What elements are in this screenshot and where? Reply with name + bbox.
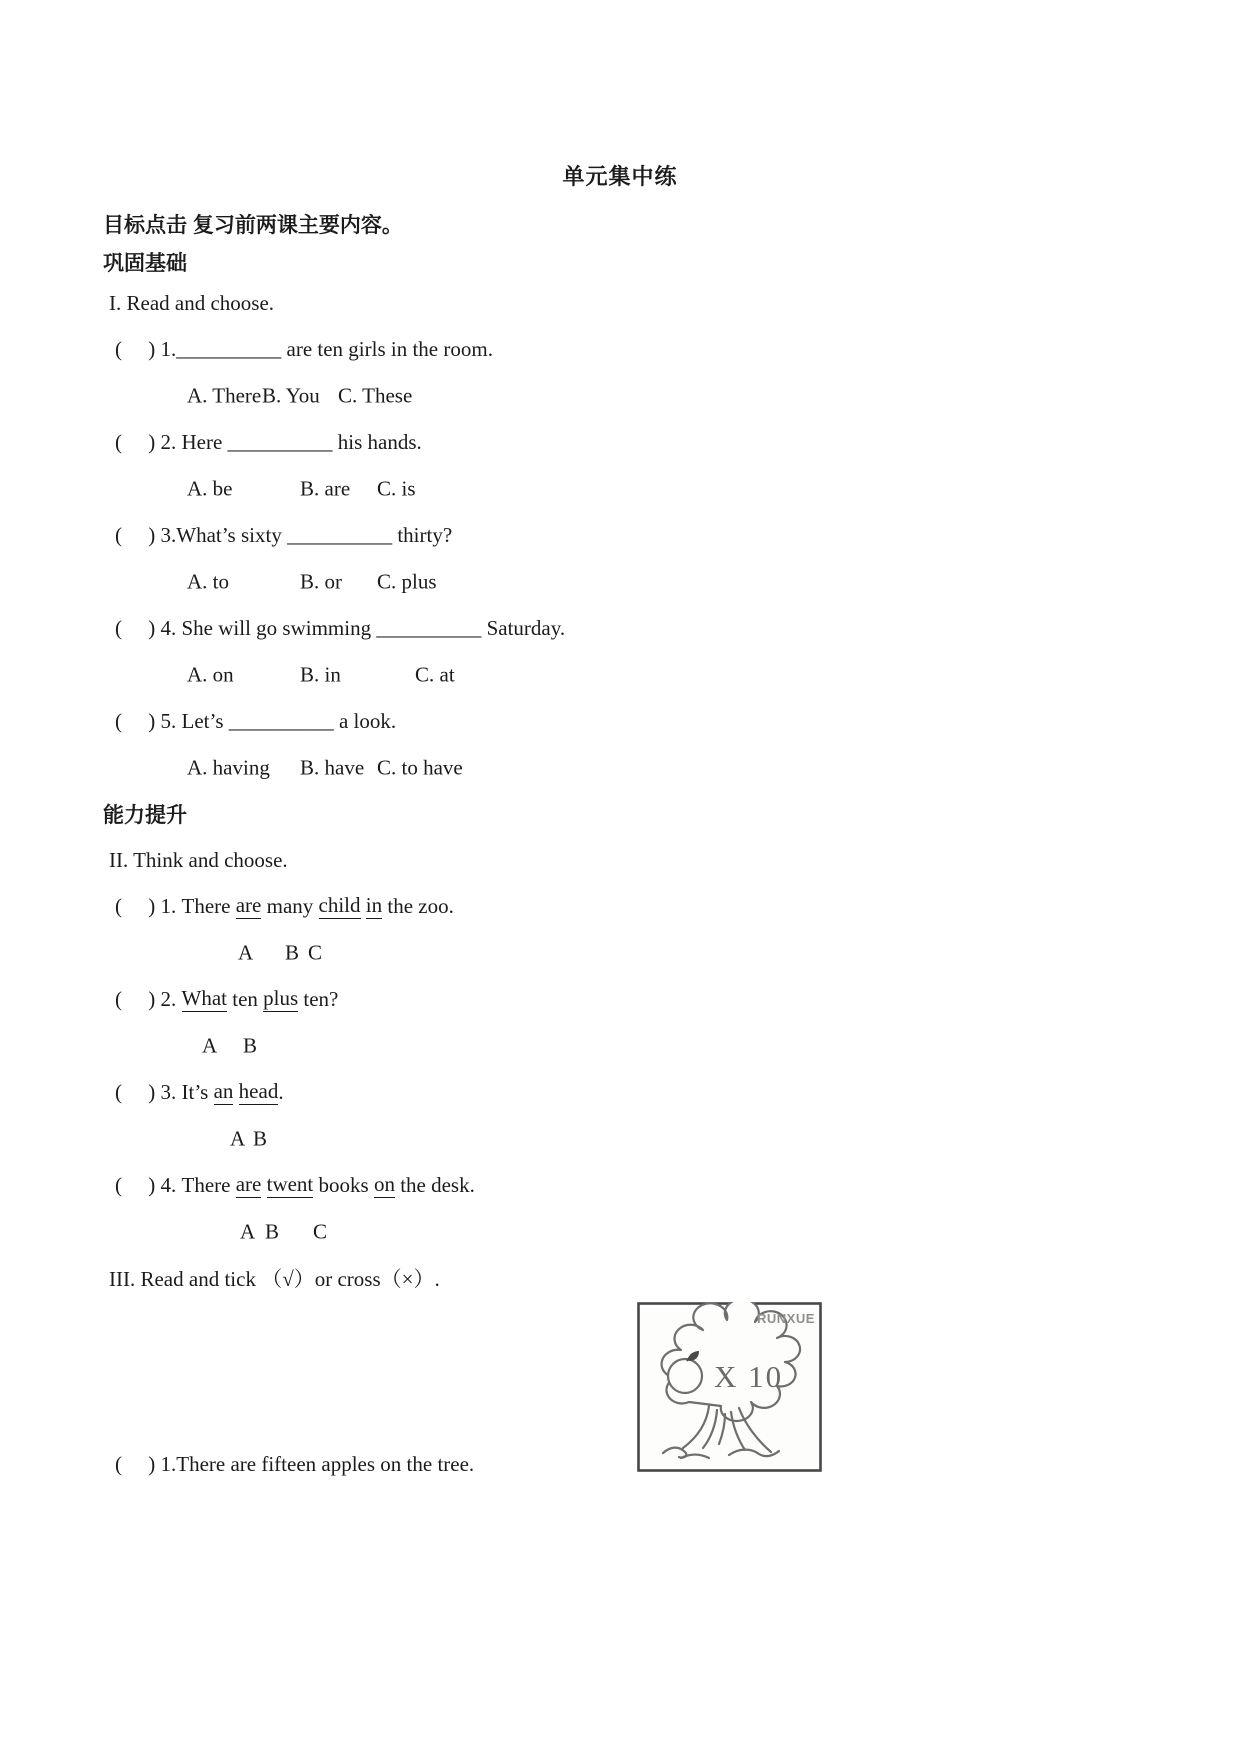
option-label: A. on [187, 662, 234, 687]
page-title: 单元集中练 [562, 163, 678, 189]
underlined-word: an [213, 1079, 234, 1104]
question-text: It’s [181, 1079, 214, 1104]
choice-marker: B [285, 940, 300, 965]
question-prefix: ( ) 3. [115, 1079, 182, 1104]
worksheet-content [103, 0, 1137, 1511]
option-label: B. are [300, 476, 351, 501]
underlined-word: in [365, 893, 383, 918]
question-text: There are fifteen apples on the tree. [176, 1451, 475, 1476]
apple-tree-figure [637, 1302, 822, 1472]
question-text: There [181, 893, 236, 918]
choice-markers-row [103, 930, 1137, 977]
question-line [103, 1162, 1137, 1209]
section3-instruction: III. Read and tick （√）or cross（×）. [109, 1267, 440, 1291]
question-line [103, 1069, 1137, 1116]
question-line [103, 883, 1137, 930]
question-line [103, 698, 1137, 745]
question-line [103, 326, 1137, 373]
option-label: B. have [300, 755, 365, 780]
choice-markers-row [103, 1209, 1137, 1256]
options-row [103, 652, 1137, 699]
option-label: A. to [187, 569, 229, 594]
question-line [103, 512, 1137, 559]
option-label: C. is [377, 476, 416, 501]
section2-questions [103, 883, 1137, 1255]
choice-marker: C [308, 940, 323, 965]
option-label: A. There [187, 383, 262, 408]
options-row [103, 745, 1137, 792]
underlined-word: are [235, 1172, 262, 1197]
question-text: Here __________ his hands. [181, 429, 422, 454]
section3-question-line [103, 1441, 474, 1487]
question-prefix: ( ) 1. [115, 336, 177, 361]
underlined-word: are [235, 893, 262, 918]
question-prefix: ( ) 4. [115, 615, 182, 640]
option-label: C. to have [377, 755, 463, 780]
underlined-word: plus [263, 986, 299, 1011]
section1-instruction: I. Read and choose. [109, 290, 275, 315]
option-label: B. in [300, 662, 341, 687]
question-text: the zoo. [382, 893, 454, 918]
choice-marker: B [253, 1126, 268, 1151]
question-text: many [261, 893, 319, 918]
question-text: There [181, 1172, 236, 1197]
question-prefix: ( ) 2. [115, 986, 182, 1011]
question-text: __________ are ten girls in the room. [176, 336, 493, 361]
question-line [103, 976, 1137, 1023]
underlined-word: child [318, 893, 361, 918]
question-prefix: ( ) 1. [115, 893, 182, 918]
choice-markers-row [103, 1023, 1137, 1070]
section2-heading: 能力提升 [103, 804, 187, 827]
runxue-watermark: RUNXUE [757, 1311, 815, 1326]
option-label: A. having [187, 755, 270, 780]
choice-marker: B [265, 1219, 280, 1244]
question-text: books [313, 1172, 374, 1197]
option-label: B. or [300, 569, 342, 594]
question-prefix: ( ) 4. [115, 1172, 182, 1197]
underlined-word: What [181, 986, 227, 1011]
option-label: C. at [415, 662, 455, 687]
question-prefix: ( ) 5. [115, 708, 182, 733]
option-label: A. be [187, 476, 233, 501]
question-prefix: ( ) 1. [115, 1451, 177, 1476]
section1-questions [103, 326, 1137, 791]
choice-marker: A [230, 1126, 246, 1151]
option-label: B. You [262, 383, 320, 408]
section2-instruction: II. Think and choose. [109, 847, 288, 872]
option-label: C. These [338, 383, 413, 408]
options-row [103, 466, 1137, 513]
section1-heading: 巩固基础 [103, 252, 187, 275]
choice-markers-row [103, 1116, 1137, 1163]
options-row [103, 373, 1137, 420]
question-line [103, 419, 1137, 466]
question-prefix: ( ) 2. [115, 429, 182, 454]
question-prefix: ( ) 3. [115, 522, 177, 547]
choice-marker: C [313, 1219, 328, 1244]
question-text: the desk. [394, 1172, 475, 1197]
choice-marker: A [202, 1033, 218, 1058]
choice-marker: A [238, 940, 254, 965]
underlined-word: twent [266, 1172, 314, 1197]
option-label: C. plus [377, 569, 437, 594]
section3-zone [103, 1301, 1137, 1511]
question-text: What’s sixty __________ thirty? [176, 522, 453, 547]
underlined-word: head [238, 1079, 279, 1104]
multiplier-text: X 10 [714, 1359, 784, 1394]
question-line [103, 605, 1137, 652]
options-row [103, 559, 1137, 606]
underlined-word: on [373, 1172, 395, 1197]
question-text: Let’s __________ a look. [181, 708, 397, 733]
question-text: She will go swimming __________ Saturday. [181, 615, 566, 640]
choice-marker: B [243, 1033, 258, 1058]
choice-marker: A [240, 1219, 256, 1244]
apple-tree-svg [637, 1302, 822, 1472]
question-text: ten [226, 986, 264, 1011]
question-text: ten? [298, 986, 339, 1011]
goal-line: 目标点击 复习前两课主要内容。 [103, 214, 403, 237]
question-text: . [278, 1079, 284, 1104]
